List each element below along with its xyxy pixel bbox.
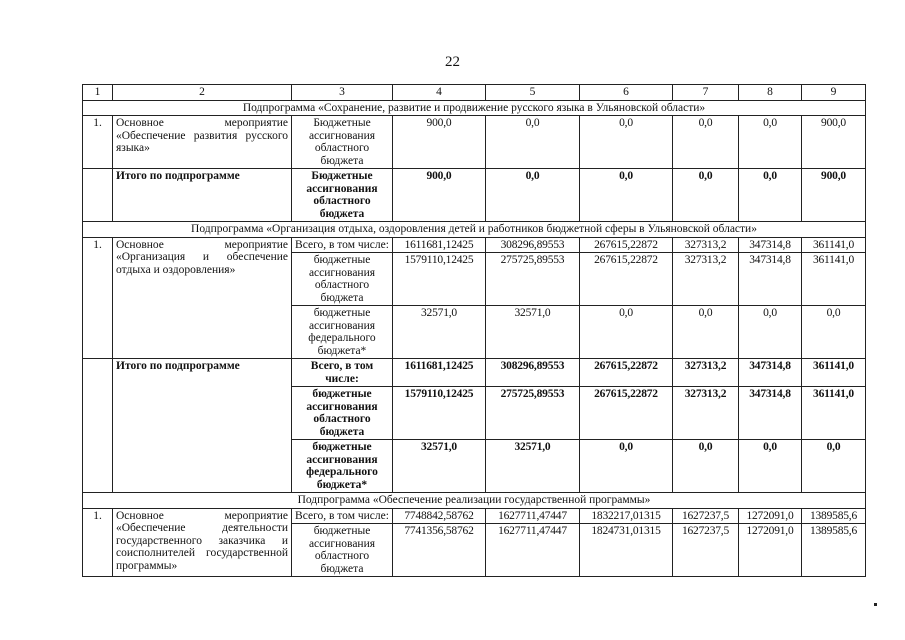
header-cell: 1: [83, 85, 113, 101]
funding-source: Бюджетные ассигнования областного бюджета: [292, 169, 393, 222]
row-number: 1.: [83, 116, 113, 169]
value-cell: 900,0: [393, 116, 486, 169]
table-row: [83, 508, 866, 524]
value-cell: 0,0: [739, 116, 802, 169]
table-row: [83, 169, 866, 222]
activity-name: Основное мероприятие «Организация и обеспечение отдыха и оздоровления»: [113, 237, 292, 359]
value-cell: 1832217,01315: [580, 508, 673, 524]
section-title: Подпрограмма «Организация отдыха, оздоровления детей и работников бюджетной сферы в Ульяновской области»: [83, 222, 866, 238]
section-title-row: [83, 222, 866, 238]
value-cell: 0,0: [739, 440, 802, 493]
value-cell: 308296,89553: [486, 237, 580, 253]
row-number: 1.: [83, 237, 113, 359]
value-cell: 0,0: [739, 169, 802, 222]
table-row: [83, 359, 866, 387]
funding-source: бюджетные ассигнования областного бюджета: [292, 387, 393, 440]
header-cell: 4: [393, 85, 486, 101]
value-cell: 361141,0: [802, 253, 866, 306]
header-cell: 2: [113, 85, 292, 101]
value-cell: 0,0: [486, 116, 580, 169]
budget-table: [82, 84, 866, 577]
activity-name: Итого по подпрограмме: [113, 169, 292, 222]
value-cell: 900,0: [393, 169, 486, 222]
table-body: [83, 85, 866, 577]
page-mark: [874, 603, 877, 606]
value-cell: 347314,8: [739, 387, 802, 440]
row-number: [83, 359, 113, 493]
value-cell: 361141,0: [802, 387, 866, 440]
header-cell: 8: [739, 85, 802, 101]
value-cell: 275725,89553: [486, 253, 580, 306]
header-cell: 5: [486, 85, 580, 101]
value-cell: 0,0: [673, 116, 739, 169]
value-cell: 900,0: [802, 169, 866, 222]
value-cell: 1611681,12425: [393, 237, 486, 253]
table-row: [83, 116, 866, 169]
value-cell: 0,0: [580, 306, 673, 359]
value-cell: 32571,0: [486, 306, 580, 359]
value-cell: 7748842,58762: [393, 508, 486, 524]
activity-name: Итого по подпрограмме: [113, 359, 292, 493]
value-cell: 0,0: [486, 169, 580, 222]
value-cell: 308296,89553: [486, 359, 580, 387]
value-cell: 1627711,47447: [486, 524, 580, 577]
funding-source: Всего, в том числе:: [292, 237, 393, 253]
header-row: [83, 85, 866, 101]
page-number: 22: [445, 54, 460, 70]
value-cell: 32571,0: [486, 440, 580, 493]
value-cell: 267615,22872: [580, 387, 673, 440]
value-cell: 347314,8: [739, 237, 802, 253]
value-cell: 1611681,12425: [393, 359, 486, 387]
value-cell: 1579110,12425: [393, 387, 486, 440]
value-cell: 0,0: [580, 116, 673, 169]
value-cell: 1389585,6: [802, 508, 866, 524]
value-cell: 1627237,5: [673, 524, 739, 577]
value-cell: 1627237,5: [673, 508, 739, 524]
row-number: 1.: [83, 508, 113, 577]
value-cell: 7741356,58762: [393, 524, 486, 577]
value-cell: 347314,8: [739, 253, 802, 306]
value-cell: 1579110,12425: [393, 253, 486, 306]
value-cell: 275725,89553: [486, 387, 580, 440]
value-cell: 361141,0: [802, 359, 866, 387]
funding-source: Бюджетные ассигнования областного бюджета: [292, 116, 393, 169]
value-cell: 1272091,0: [739, 524, 802, 577]
funding-source: Всего, в том числе:: [292, 508, 393, 524]
header-cell: 7: [673, 85, 739, 101]
funding-source: Всего, в том числе:: [292, 359, 393, 387]
value-cell: 0,0: [802, 440, 866, 493]
activity-name: Основное мероприятие «Обеспечение деятельности государственного заказчика и соисполнителей государственной программы»: [113, 508, 292, 577]
value-cell: 0,0: [739, 306, 802, 359]
funding-source: бюджетные ассигнования областного бюджета: [292, 524, 393, 577]
value-cell: 1627711,47447: [486, 508, 580, 524]
value-cell: 1824731,01315: [580, 524, 673, 577]
value-cell: 361141,0: [802, 237, 866, 253]
section-title: Подпрограмма «Сохранение, развитие и продвижение русского языка в Ульяновской области»: [83, 100, 866, 116]
header-cell: 9: [802, 85, 866, 101]
value-cell: 32571,0: [393, 440, 486, 493]
value-cell: 327313,2: [673, 387, 739, 440]
value-cell: 327313,2: [673, 237, 739, 253]
funding-source: бюджетные ассигнования областного бюджета: [292, 253, 393, 306]
section-title: Подпрограмма «Обеспечение реализации государственной программы»: [83, 493, 866, 509]
funding-source: бюджетные ассигнования федерального бюджета*: [292, 306, 393, 359]
section-title-row: [83, 493, 866, 509]
value-cell: 0,0: [673, 169, 739, 222]
value-cell: 1389585,6: [802, 524, 866, 577]
header-cell: 6: [580, 85, 673, 101]
value-cell: 0,0: [673, 306, 739, 359]
value-cell: 267615,22872: [580, 359, 673, 387]
value-cell: 0,0: [673, 440, 739, 493]
row-number: [83, 169, 113, 222]
activity-name: Основное мероприятие «Обеспечение развития русского языка»: [113, 116, 292, 169]
value-cell: 0,0: [580, 169, 673, 222]
value-cell: 347314,8: [739, 359, 802, 387]
value-cell: 32571,0: [393, 306, 486, 359]
table-row: [83, 237, 866, 253]
header-cell: 3: [292, 85, 393, 101]
value-cell: 327313,2: [673, 359, 739, 387]
value-cell: 267615,22872: [580, 253, 673, 306]
section-title-row: [83, 100, 866, 116]
value-cell: 1272091,0: [739, 508, 802, 524]
value-cell: 327313,2: [673, 253, 739, 306]
value-cell: 0,0: [802, 306, 866, 359]
value-cell: 0,0: [580, 440, 673, 493]
funding-source: бюджетные ассигнования федерального бюджета*: [292, 440, 393, 493]
value-cell: 267615,22872: [580, 237, 673, 253]
value-cell: 900,0: [802, 116, 866, 169]
